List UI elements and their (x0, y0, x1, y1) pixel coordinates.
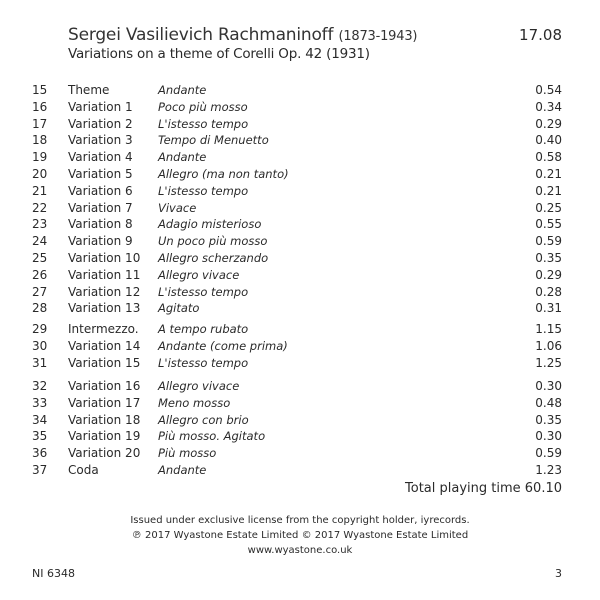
track-name: Coda (68, 462, 99, 477)
track-group-1 (0, 82, 600, 317)
track-num: 31 (32, 355, 48, 370)
track-row (0, 395, 600, 412)
track-tempo: Più mosso. Agitato (158, 429, 266, 444)
track-tempo: Allegro scherzando (158, 250, 269, 265)
track-name: Variation 19 (68, 429, 141, 444)
track-name: Variation 6 (68, 183, 133, 198)
track-tempo: Vivace (158, 200, 197, 215)
track-num: 23 (32, 217, 48, 232)
track-row (0, 428, 600, 445)
track-time: 1.25 (535, 355, 562, 370)
track-time: 1.06 (535, 338, 562, 353)
track-time: 0.58 (535, 150, 562, 165)
track-time: 0.35 (535, 250, 562, 265)
track-time: 0.30 (535, 379, 562, 393)
track-num: 32 (32, 379, 48, 393)
track-name: Variation 20 (68, 446, 141, 461)
track-row (0, 338, 600, 355)
track-name: Variation 10 (68, 250, 141, 265)
track-time: 0.34 (535, 99, 562, 114)
track-time: 0.48 (535, 395, 562, 410)
track-num: 26 (32, 267, 48, 282)
track-time: 0.59 (535, 234, 562, 249)
page-number: 3 (555, 567, 562, 580)
track-row (0, 82, 600, 99)
track-num: 27 (32, 284, 48, 299)
track-tempo: A tempo rubato (158, 322, 249, 336)
track-name: Variation 18 (68, 412, 141, 427)
track-row (0, 462, 600, 479)
track-time: 0.31 (535, 301, 562, 316)
track-name: Variation 9 (68, 234, 133, 249)
license-text: Issued under exclusive license from the copyright holder, iyrecords. (130, 515, 470, 526)
track-tempo: L'istesso tempo (158, 284, 249, 299)
track-row (0, 99, 600, 116)
track-time: 0.55 (535, 217, 562, 232)
track-time: 0.29 (535, 267, 562, 282)
track-row (0, 149, 600, 166)
track-num: 30 (32, 338, 48, 353)
track-time: 0.40 (535, 133, 562, 148)
track-group-3 (0, 378, 600, 479)
track-num: 34 (32, 412, 48, 427)
track-name: Intermezzo. (68, 322, 139, 336)
track-num: 36 (32, 446, 48, 461)
track-name: Variation 12 (68, 284, 141, 299)
track-name: Variation 16 (68, 379, 141, 393)
track-num: 21 (32, 183, 48, 198)
track-time: 1.15 (535, 322, 562, 336)
track-time: 0.25 (535, 200, 562, 215)
track-num: 33 (32, 395, 48, 410)
track-num: 28 (32, 301, 48, 316)
composer-heading (68, 25, 417, 45)
track-name: Variation 15 (68, 355, 141, 370)
track-tempo: L'istesso tempo (158, 355, 249, 370)
track-num: 37 (32, 462, 48, 477)
track-row (0, 200, 600, 217)
composer-name: Sergei Vasilievich Rachmaninoff (68, 25, 334, 45)
track-row (0, 284, 600, 301)
track-num: 24 (32, 234, 48, 249)
track-row (0, 250, 600, 267)
track-num: 19 (32, 150, 48, 165)
track-tempo: Poco più mosso (158, 99, 248, 114)
track-group-2 (0, 321, 600, 371)
composer-dates: (1873-1943) (338, 29, 418, 44)
track-name: Variation 13 (68, 301, 141, 316)
track-tempo: Allegro vivace (158, 267, 240, 282)
track-name: Variation 4 (68, 150, 133, 165)
track-name: Variation 11 (68, 267, 141, 282)
work-duration: 17.08 (519, 26, 562, 44)
track-time: 0.28 (535, 284, 562, 299)
track-row (0, 183, 600, 200)
track-time: 0.29 (535, 116, 562, 131)
track-name: Variation 3 (68, 133, 133, 148)
track-tempo: Adagio misterioso (158, 217, 262, 232)
track-row (0, 378, 600, 395)
track-row (0, 132, 600, 149)
track-name: Variation 7 (68, 200, 133, 215)
track-tempo: Tempo di Menuetto (158, 133, 269, 148)
track-tempo: L'istesso tempo (158, 183, 249, 198)
track-tempo: Un poco più mosso (158, 234, 268, 249)
track-row (0, 267, 600, 284)
track-name: Variation 1 (68, 99, 133, 114)
track-name: Variation 5 (68, 166, 133, 181)
track-num: 22 (32, 200, 48, 215)
track-num: 18 (32, 133, 48, 148)
track-tempo: Allegro con brio (158, 412, 249, 427)
track-tempo: L'istesso tempo (158, 116, 249, 131)
track-name: Variation 8 (68, 217, 133, 232)
track-tempo: Allegro (ma non tanto) (158, 166, 289, 181)
track-row (0, 216, 600, 233)
track-tempo: Andante (158, 462, 207, 477)
copyright-text: ℗ 2017 Wyastone Estate Limited © 2017 Wyastone Estate Limited (131, 530, 469, 541)
work-title: Variations on a theme of Corelli Op. 42 (1931) (68, 46, 370, 62)
track-time: 0.35 (535, 412, 562, 427)
track-tempo: Più mosso (158, 446, 217, 461)
track-tempo: Agitato (158, 301, 200, 316)
track-time: 0.59 (535, 446, 562, 461)
track-tempo: Andante (158, 150, 207, 165)
track-name: Variation 2 (68, 116, 133, 131)
track-row (0, 355, 600, 372)
track-num: 17 (32, 116, 48, 131)
track-row (0, 166, 600, 183)
track-num: 16 (32, 99, 48, 114)
track-num: 25 (32, 250, 48, 265)
track-row (0, 233, 600, 250)
track-time: 0.21 (535, 183, 562, 198)
track-num: 29 (32, 322, 48, 336)
track-tempo: Allegro vivace (158, 379, 240, 393)
total-playing-time: Total playing time 60.10 (405, 481, 562, 496)
track-name: Theme (68, 83, 110, 97)
track-row (0, 412, 600, 429)
track-name: Variation 14 (68, 338, 141, 353)
website-link[interactable]: www.wyastone.co.uk (247, 545, 353, 556)
track-time: 0.30 (535, 429, 562, 444)
track-row (0, 321, 600, 338)
track-num: 20 (32, 166, 48, 181)
track-tempo: Andante (158, 83, 207, 97)
track-row (0, 116, 600, 133)
track-tempo: Andante (come prima) (158, 338, 288, 353)
track-num: 35 (32, 429, 48, 444)
track-row (0, 300, 600, 317)
track-time: 0.54 (535, 83, 562, 97)
track-name: Variation 17 (68, 395, 141, 410)
track-time: 1.23 (535, 462, 562, 477)
track-row (0, 445, 600, 462)
track-num: 15 (32, 83, 48, 97)
track-tempo: Meno mosso (158, 395, 231, 410)
catalogue-number: NI 6348 (32, 567, 75, 580)
track-time: 0.21 (535, 166, 562, 181)
